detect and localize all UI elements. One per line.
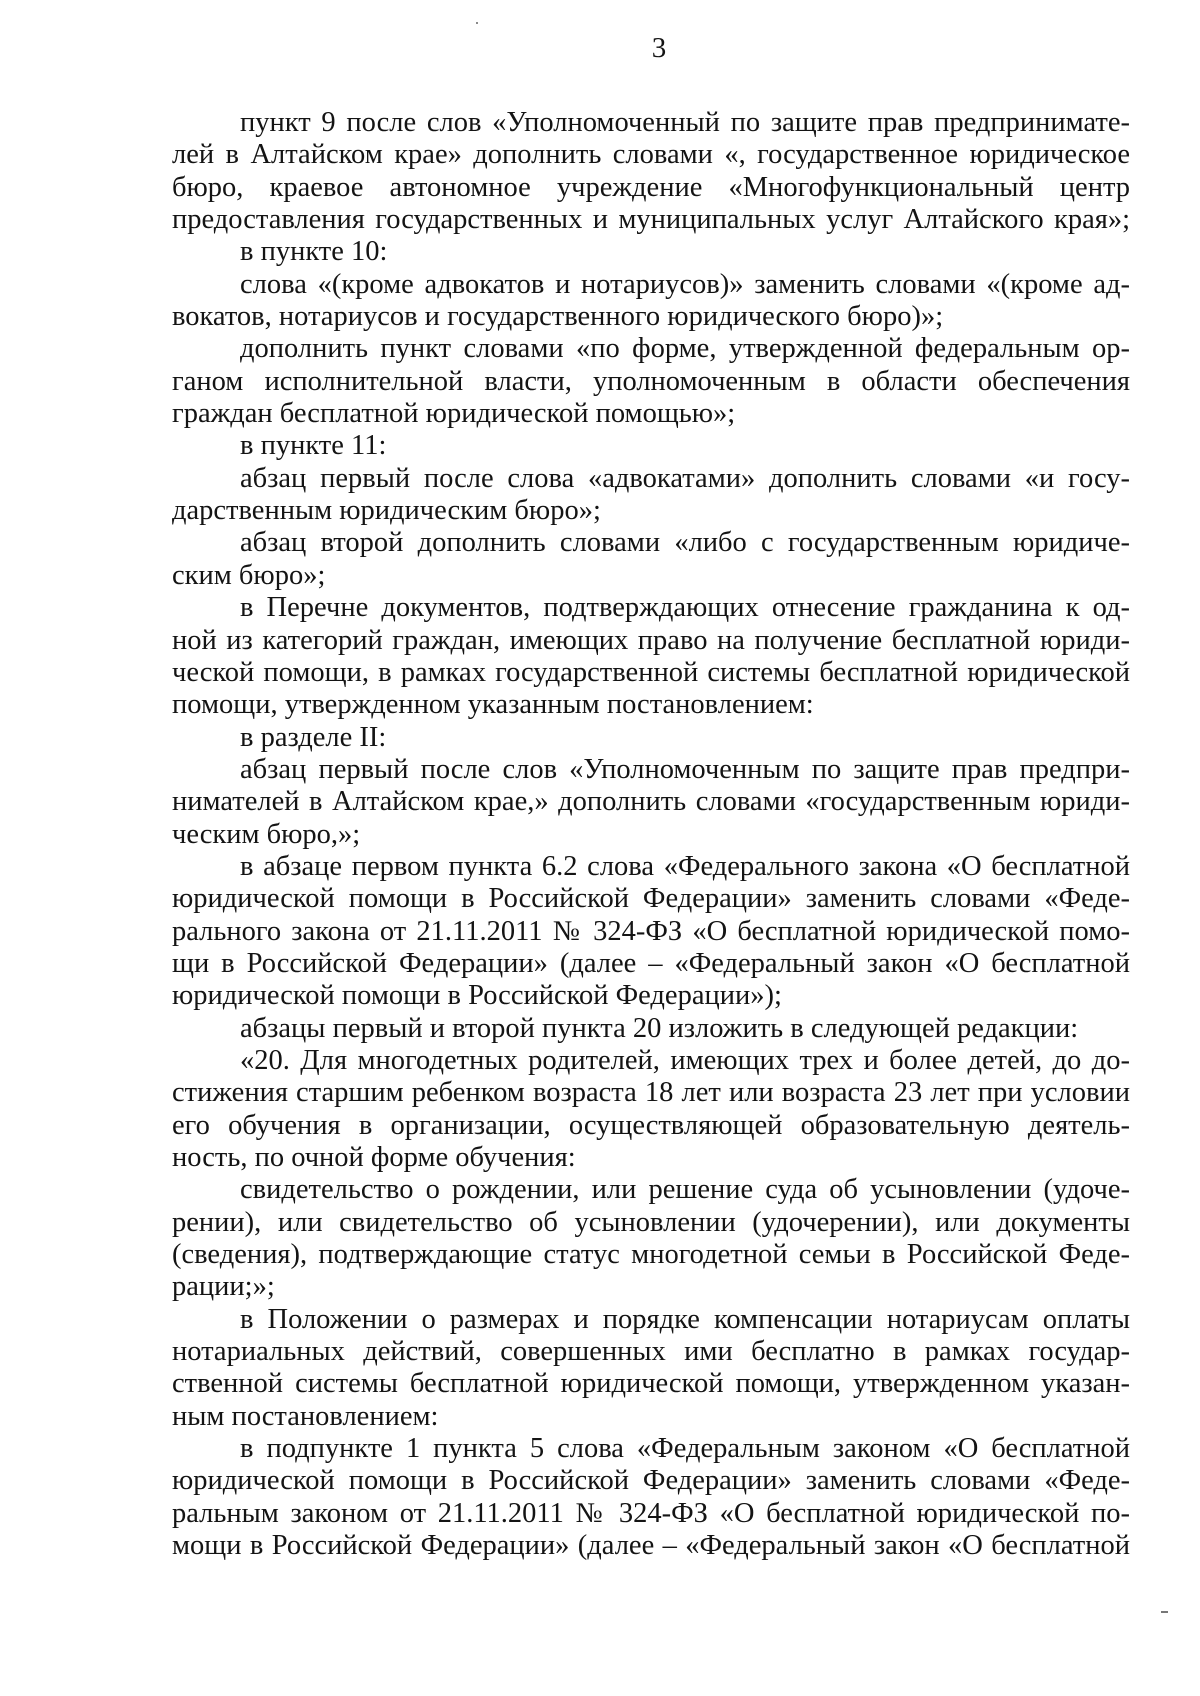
text-line: абзацы первый и второй пункта 20 изложить в следующей редакции:	[240, 1012, 1079, 1044]
text-line: абзац второй дополнить словами «либо с государственным юридиче-	[240, 527, 1130, 559]
text-line: вокатов, нотариусов и государственного юридического бюро)»;	[172, 301, 944, 333]
text-line: щи в Российской Федерации» (далее – «Федеральный закон «О бесплатной	[172, 947, 1130, 979]
text-line: стижения старшим ребенком возраста 18 лет или возраста 23 лет при условии	[172, 1077, 1130, 1109]
document-body	[172, 107, 1130, 1562]
text-line: в Положении о размерах и порядке компенсации нотариусам оплаты	[240, 1303, 1130, 1335]
text-line: «20. Для многодетных родителей, имеющих трех и более детей, до до-	[240, 1044, 1130, 1076]
text-line: свидетельство о рождении, или решение суда об усыновлении (удоче-	[240, 1174, 1130, 1206]
text-line: помощи, утвержденном указанным постановлением:	[172, 689, 814, 721]
text-line: в пункте 10:	[240, 236, 388, 268]
text-line: ским бюро»;	[172, 559, 326, 591]
text-line: ральным законом от 21.11.2011 № 324-ФЗ «О бесплатной юридической по-	[172, 1497, 1130, 1529]
text-line: юридической помощи в Российской Федерации»);	[172, 980, 782, 1012]
text-line: нимателей в Алтайском крае,» дополнить словами «государственным юриди-	[172, 786, 1130, 818]
text-line: ганом исполнительной власти, уполномоченным в области обеспечения	[172, 365, 1130, 397]
text-line: в Перечне документов, подтверждающих отнесение гражданина к од-	[240, 592, 1130, 624]
scan-speck	[476, 22, 478, 24]
text-line: абзац первый после слов «Уполномоченным по защите прав предпри-	[240, 753, 1130, 785]
text-line: лей в Алтайском крае» дополнить словами «, государственное юридическое	[172, 139, 1130, 171]
text-line: мощи в Российской Федерации» (далее – «Федеральный закон «О бесплатной	[172, 1530, 1130, 1562]
text-line: ственной системы бесплатной юридической помощи, утвержденном указан-	[172, 1368, 1130, 1400]
text-line: его обучения в организации, осуществляющей образовательную деятель-	[172, 1109, 1130, 1141]
text-line: нотариальных действий, совершенных ими бесплатно в рамках государ-	[172, 1336, 1130, 1368]
text-line: граждан бесплатной юридической помощью»;	[172, 398, 736, 430]
text-line: пункт 9 после слов «Уполномоченный по защите прав предпринимате-	[240, 107, 1130, 138]
text-line: юридической помощи в Российской Федерации» заменить словами «Феде-	[172, 883, 1130, 915]
text-line: рации;»;	[172, 1271, 275, 1303]
text-line: абзац первый после слова «адвокатами» дополнить словами «и госу-	[240, 462, 1130, 494]
text-line: в подпункте 1 пункта 5 слова «Федеральным законом «О бесплатной	[240, 1433, 1130, 1465]
text-line: (сведения), подтверждающие статус многодетной семьи в Российской Феде-	[172, 1239, 1130, 1271]
text-line: в разделе II:	[240, 721, 387, 753]
text-line: ность, по очной форме обучения:	[172, 1142, 576, 1173]
text-line: дарственным юридическим бюро»;	[172, 495, 601, 527]
scan-mark	[1161, 1611, 1168, 1613]
text-line: рении), или свидетельство об усыновлении (удочерении), или документы	[172, 1206, 1130, 1238]
text-line: предоставления государственных и муниципальных услуг Алтайского края»;	[172, 204, 1130, 236]
text-line: ческим бюро,»;	[172, 818, 361, 850]
text-line: в абзаце первом пункта 6.2 слова «Федерального закона «О бесплатной	[240, 850, 1130, 882]
text-line: ной из категорий граждан, имеющих право на получение бесплатной юриди-	[172, 624, 1130, 656]
text-line: бюро, краевое автономное учреждение «Многофункциональный центр	[172, 171, 1130, 203]
text-line: в пункте 11:	[240, 430, 387, 462]
text-line: ным постановлением:	[172, 1400, 439, 1432]
text-line: ческой помощи, в рамках государственной системы бесплатной юридической	[172, 656, 1130, 688]
text-line: слова «(кроме адвокатов и нотариусов)» заменить словами «(кроме ад-	[240, 268, 1130, 300]
text-line: юридической помощи в Российской Федерации» заменить словами «Феде-	[172, 1465, 1130, 1497]
text-line: дополнить пункт словами «по форме, утвержденной федеральным ор-	[240, 333, 1130, 365]
page-number: 3	[651, 32, 667, 64]
text-line: рального закона от 21.11.2011 № 324-ФЗ «О бесплатной юридической помо-	[172, 915, 1130, 947]
